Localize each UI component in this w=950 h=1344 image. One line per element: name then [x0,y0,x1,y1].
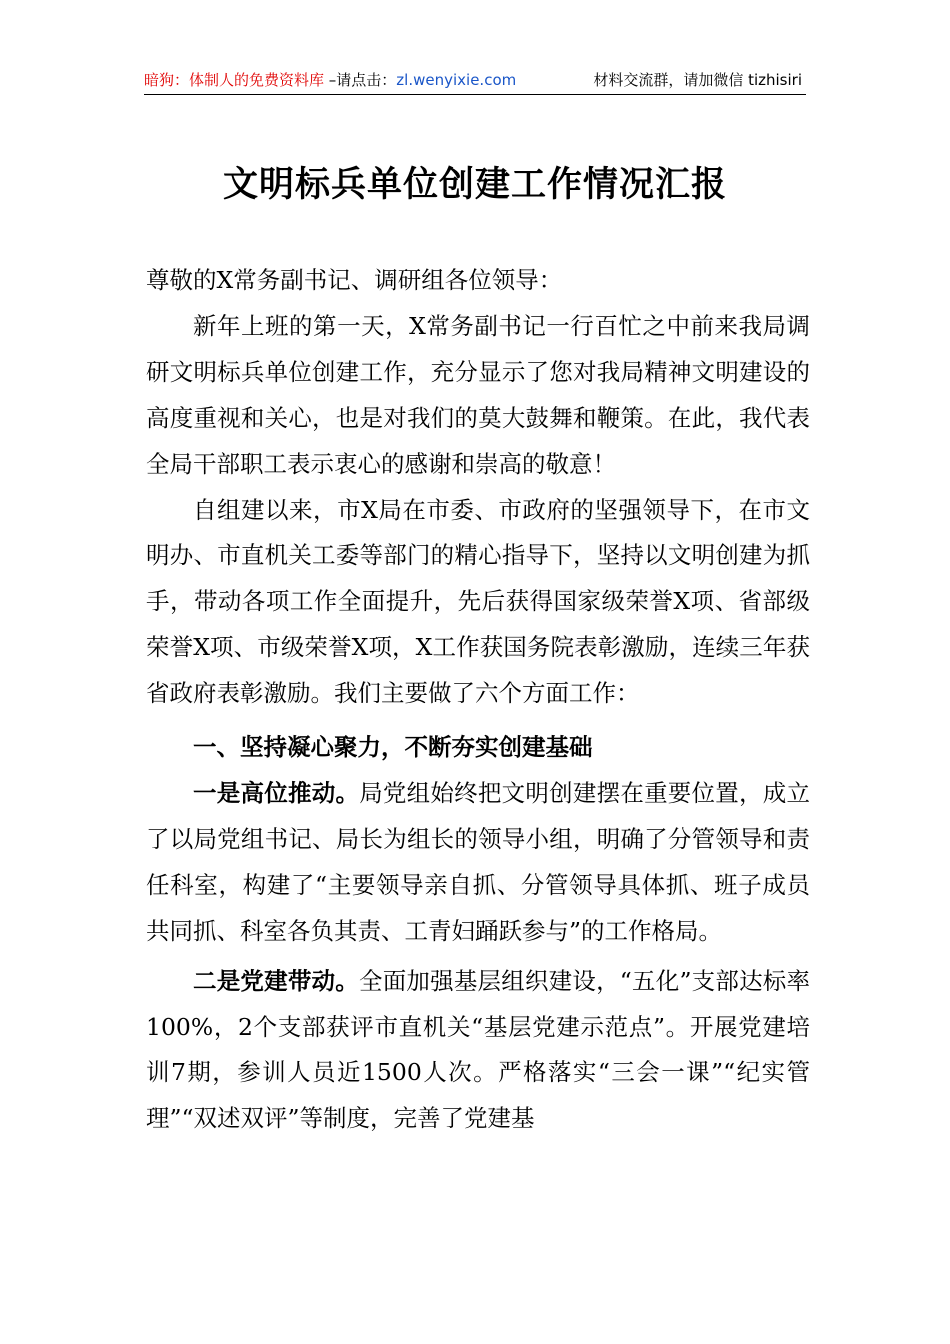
header-brand: 暗狗：体制人的免费资料库 [144,71,325,89]
header-link-prefix: –请点击： [324,71,397,89]
page-header [144,70,806,95]
header-link[interactable]: zl.wenyixie.com [396,71,517,89]
list-item [146,959,810,1143]
item-lead: 二是党建带动。 [193,966,359,995]
salutation: 尊敬的X常务副书记、调研组各位领导： [146,266,563,294]
item-text: 全面加强基层组织建设，“五化”支部达标率100%，2个支部获评市直机关“基层党建示范点”。开展党建培训7期，参训人员近1500人次。严格落实“三会一课”“纪实管理”“双述双评”等制度，完善了党建基 [146,966,811,1133]
item-text: 局党组始终把文明创建摆在重要位置，成立了以局党组书记、局长为组长的领导小组，明确了分管领导和责任科室，构建了“主要领导亲自抓、分管领导具体抓、班子成员共同抓、科室各负其责、工青妇踊跃参与”的工作格局。 [146,778,811,945]
paragraph-intro: 新年上班的第一天，X常务副书记一行百忙之中前来我局调研文明标兵单位创建工作，充分显示了您对我局精神文明建设的高度重视和关心，也是对我们的莫大鼓舞和鞭策。在此，我代表全局干部职工表示衷心的感谢和崇高的敬意！ [146,311,810,478]
paragraph-overview: 自组建以来，市X局在市委、市政府的坚强领导下，在市文明办、市直机关工委等部门的精心指导下，坚持以文明创建为抓手，带动各项工作全面提升，先后获得国家级荣誉X项、省部级荣誉X项、市级荣誉X项，X工作获国务院表彰激励，连续三年获省政府表彰激励。我们主要做了六个方面工作： [146,495,810,708]
list-item [146,771,810,955]
document-title: 文明标兵单位创建工作情况汇报 [222,164,727,205]
document-body [146,258,810,1142]
header-wechat-note: 材料交流群，请加微信 tizhisiri [593,71,802,89]
item-lead: 一是高位推动。 [193,778,360,807]
section-heading-1: 一、坚持凝心聚力，不断夯实创建基础 [193,733,593,762]
